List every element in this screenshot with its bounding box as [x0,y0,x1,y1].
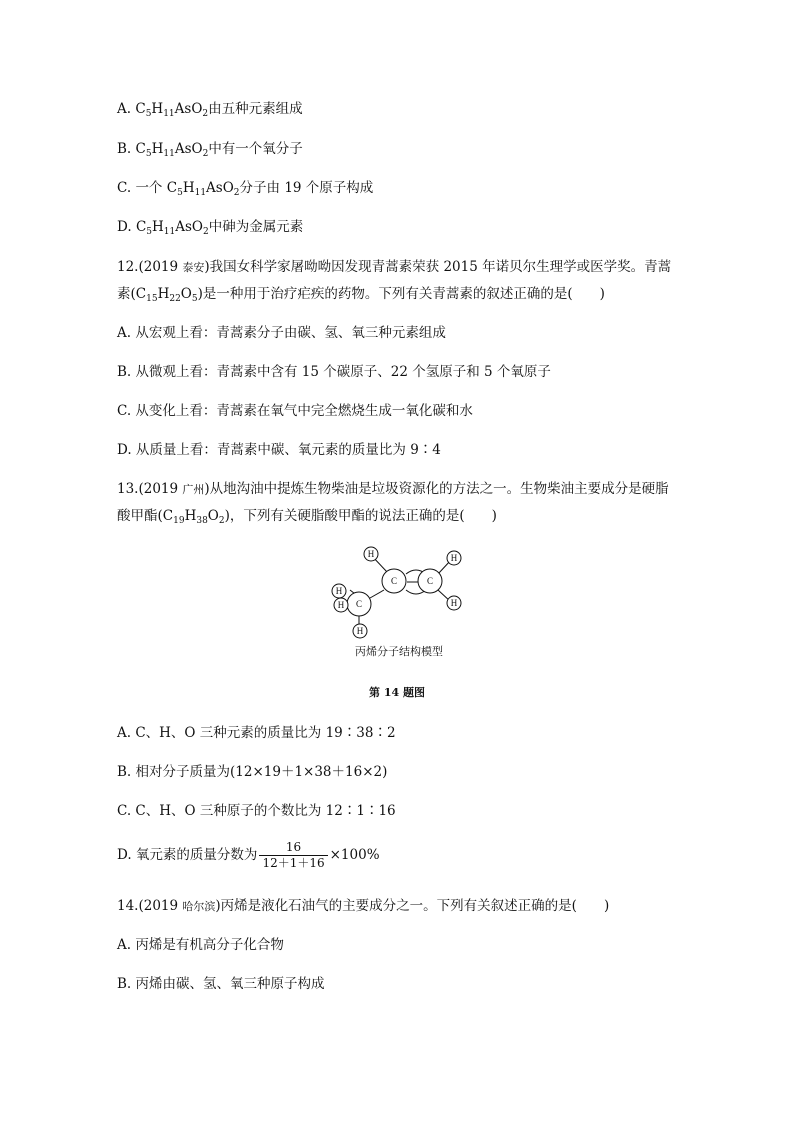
q11-option-b [117,140,303,158]
question-number: 12. [117,259,139,275]
option-text: D. 氧元素的质量分数为 [117,847,258,863]
option-text: ×100% [329,847,380,863]
formula-part: C [166,180,178,196]
q11-option-a [117,100,303,118]
formula-part: AsO [206,180,234,196]
formula-sub: 38 [196,516,208,526]
formula-sub: 5 [191,294,198,304]
q12-stem-line2 [117,285,605,303]
formula-part: O [207,508,219,524]
bond [370,590,384,598]
question-text: )从地沟油中提炼生物柴油是垃圾资源化的方法之一。生物柴油主要成分是硬脂 [204,481,669,497]
source-place: 哈尔滨 [182,900,216,913]
atom-label: H [335,586,343,596]
q14-stem [117,897,609,916]
formula-sub: 22 [169,294,181,304]
source-place: 泰安 [182,261,205,274]
source-place: 广州 [182,483,205,496]
fraction [259,840,327,871]
q11-option-d [117,218,303,236]
formula-part: AsO [174,101,203,117]
formula-part: H [151,141,164,157]
option-text: 中有一个氧分子 [208,141,303,157]
formula-sub: 2 [233,188,240,198]
formula-sub: 11 [163,149,175,159]
option-letter: C. [117,180,132,196]
question-number: 14. [117,898,139,914]
atom-label: C [390,576,398,586]
formula-part: H [151,101,164,117]
q14-option-a: A. 丙烯是有机高分子化合物 [117,937,284,953]
option-text: 中砷为金属元素 [208,219,304,235]
formula-part: C [135,141,146,157]
fraction-numerator: 16 [259,840,327,856]
figure-caption: 丙烯分子结构模型 [355,645,443,658]
option-text: 分子由 19 个原子构成 [239,180,374,196]
q12-option-b: B. 从微观上看：青蒿素中含有 15 个碳原子、22 个氢原子和 5 个氧原子 [117,364,551,380]
formula-part: H [157,286,170,302]
formula-sub: 15 [146,294,158,304]
formula-part: H [152,219,164,235]
q13-option-d [117,840,380,871]
atom-label: C [426,576,434,586]
option-letter: B. [117,141,132,157]
source-year: (2019 [138,898,179,914]
question-number: 13. [117,481,139,497]
atom-label: H [450,598,458,608]
option-letter: D. [117,219,132,235]
formula-part: AsO [174,141,203,157]
question-text: 素(C [117,286,147,302]
formula-part: H [182,180,195,196]
q13-stem-line1 [117,480,669,499]
source-year: (2019 [138,481,179,497]
formula-part: H [184,508,197,524]
q13-option-b: B. 相对分子质量为(12×19＋1×38＋16×2) [117,764,388,780]
formula-part: AsO [175,219,203,235]
formula-part: O [180,286,192,302]
propene-model-figure [326,546,472,662]
question-text: )我国女科学家屠呦呦因发现青蒿素荣获 2015 年诺贝尔生理学或医学奖。青蒿 [204,259,672,275]
q11-option-c [117,179,373,197]
formula-part: C [135,219,147,235]
formula-sub: 2 [218,516,225,526]
figure-title: 第 14 题图 [369,686,425,699]
atom-label: C [355,599,363,609]
q14-option-b: B. 丙烯由碳、氢、氧三种原子构成 [117,976,325,992]
question-text: 酸甲酯(C [117,508,174,524]
question-text: )，下列有关硬脂酸甲酯的说法正确的是( ) [224,508,497,524]
source-year: (2019 [138,259,179,275]
formula-sub: 11 [163,227,176,237]
question-text: )是一种用于治疗疟疾的药物。下列有关青蒿素的叙述正确的是( ) [197,286,605,302]
atom-label: H [450,553,458,563]
q13-option-a: A. C、H、O 三种元素的质量比为 19∶38∶2 [117,725,396,741]
q12-stem-line1 [117,258,671,277]
q13-option-c: C. C、H、O 三种原子的个数比为 12∶1∶16 [117,803,396,819]
formula-sub: 2 [202,109,209,119]
q12-option-d: D. 从质量上看：青蒿素中碳、氧元素的质量比为 9∶4 [117,442,441,458]
atom-label: H [367,549,375,559]
fraction-denominator: 12＋1＋16 [262,856,325,870]
formula-sub: 2 [202,149,209,159]
option-letter: A. [117,101,132,117]
atom-label: H [337,600,345,610]
formula-sub: 5 [145,149,152,159]
q13-stem-line2 [117,507,497,525]
formula-part: C [135,101,146,117]
q12-option-a: A. 从宏观上看：青蒿素分子由碳、氢、氧三种元素组成 [117,325,446,341]
option-text: 一个 [135,180,163,196]
formula-sub: 2 [203,227,209,237]
q12-option-c: C. 从变化上看：青蒿素在氧气中完全燃烧生成一氧化碳和水 [117,403,473,419]
formula-sub: 5 [145,109,152,119]
option-text: 由五种元素组成 [208,101,303,117]
formula-sub: 11 [194,188,207,198]
formula-sub: 5 [177,188,183,198]
propene-model-diagram [326,546,472,642]
formula-sub: 5 [146,227,153,237]
formula-sub: 19 [173,516,185,526]
formula-sub: 11 [163,109,175,119]
atom-label: H [356,626,364,636]
question-text: )丙烯是液化石油气的主要成分之一。下列有关叙述正确的是( ) [215,898,610,914]
